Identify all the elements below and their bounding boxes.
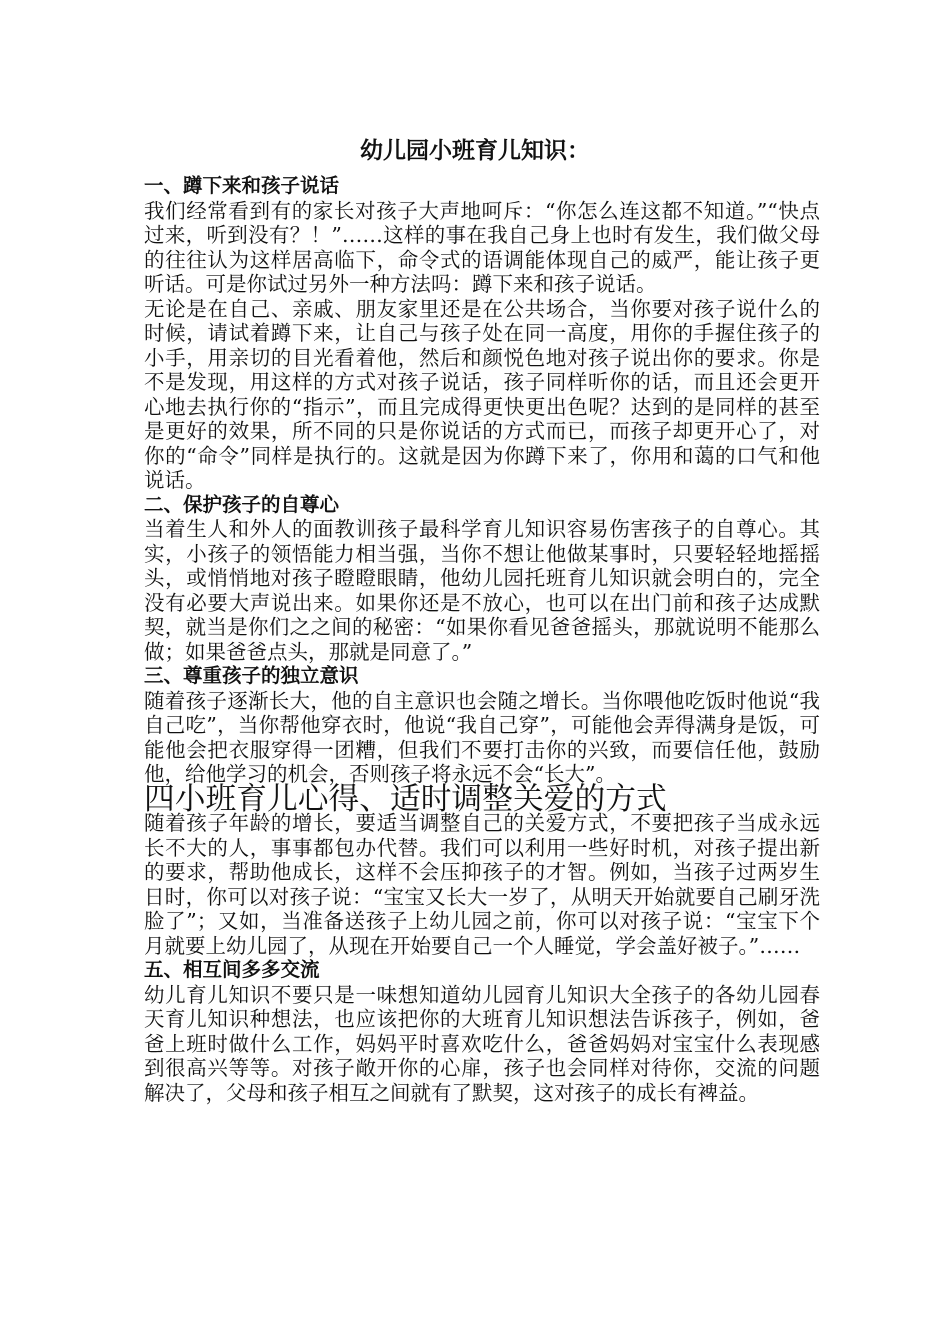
section-4-paragraph-1: 随着孩子年龄的增长，要适当调整自己的关爱方式，不要把孩子当成永远长不大的人，事事都包办代替。我们可以利用一些好时机，对孩子提出新的要求，帮助他成长，这样不会压抑孩子的才智。例如，当孩子过两岁生日时，你可以对孩子说：“宝宝又长大一岁了，从明天开始就要自己刷牙洗脸了”；又如，当准备送孩子上幼儿园之前，你可以对孩子说：“宝宝下个月就要上幼儿园了，从现在开始要自己一个人睡觉，学会盖好被子。”…… <box>144 811 820 958</box>
section-heading-4: 四小班育儿心得、适时调整关爱的方式 <box>144 780 667 817</box>
section-3-paragraph-1: 随着孩子逐渐长大，他的自主意识也会随之增长。当你喂他吃饭时他说“我自己吃”，当你帮他穿衣时，他说“我自己穿”，可能他会弄得满身是饭，可能他会把衣服穿得一团糟，但我们不要打击你的兴致，而要信任他，鼓励他，给他学习的机会，否则孩子将永远不会“长大”。 <box>144 688 820 786</box>
section-1-paragraph-2: 无论是在自己、亲戚、朋友家里还是在公共场合，当你要对孩子说什么的时候，请试着蹲下来，让自己与孩子处在同一高度，用你的手握住孩子的小手，用亲切的目光看着他，然后和颜悦色地对孩子说出你的要求。你是不是发现，用这样的方式对孩子说话，孩子同样听你的话，而且还会更开心地去执行你的“指示”，而且完成得更快更出色呢？达到的是同样的甚至是更好的效果，所不同的只是你说话的方式而已，而孩子却更开心了，对你的“命令”同样是执行的。这就是因为你蹲下来了，你用和蔼的口气和他说话。 <box>144 296 820 492</box>
section-5-paragraph-1: 幼儿育儿知识不要只是一味想知道幼儿园育儿知识大全孩子的各幼儿园春天育儿知识种想法，也应该把你的大班育儿知识想法告诉孩子，例如，爸爸上班时做什么工作，妈妈平时喜欢吃什么，爸爸妈妈对宝宝什么表现感到很高兴等等。对孩子敞开你的心扉，孩子也会同样对待你，交流的问题解决了，父母和孩子相互之间就有了默契，这对孩子的成长有裨益。 <box>144 982 820 1105</box>
section-heading-5: 五、相互间多多交流 <box>144 958 320 981</box>
section-heading-2: 二、保护孩子的自尊心 <box>144 492 340 516</box>
document-title: 幼儿园小班育儿知识： <box>360 137 590 164</box>
section-heading-1: 一、蹲下来和孩子说话 <box>144 174 340 197</box>
section-1-paragraph-1: 我们经常看到有的家长对孩子大声地呵斥：“你怎么连这都不知道。”“快点过来，听到没有？！”……这样的事在我自己身上也时有发生，我们做父母的往往认为这样居高临下，命令式的语调能体现自己的威严，能让孩子更听话。可是你试过另外一种方法吗：蹲下来和孩子说话。 <box>144 198 820 296</box>
document-body <box>144 174 820 1105</box>
section-heading-3: 三、尊重孩子的独立意识 <box>144 664 359 687</box>
section-2-paragraph-1: 当着生人和外人的面教训孩子最科学育儿知识容易伤害孩子的自尊心。其实，小孩子的领悟能力相当强，当你不想让他做某事时，只要轻轻地摇摇头，或悄悄地对孩子瞪瞪眼睛，他幼儿园托班育儿知识就会明白的，完全没有必要大声说出来。如果你还是不放心，也可以在出门前和孩子达成默契，就当是你们之之间的秘密：“如果你看见爸爸摇头，那就说明不能那么做；如果爸爸点头，那就是同意了。” <box>144 517 820 664</box>
